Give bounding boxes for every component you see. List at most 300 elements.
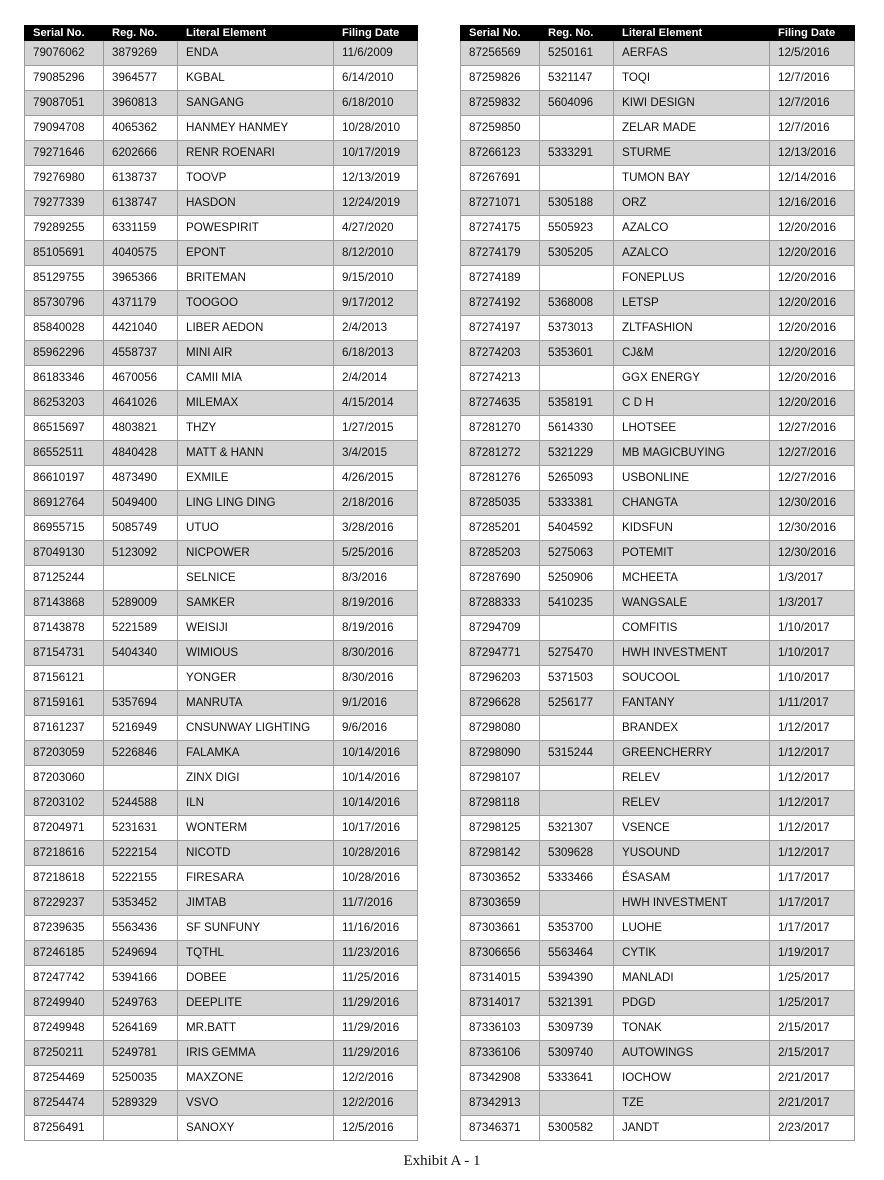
literal-element-cell: MANLADI (614, 966, 770, 991)
serial-no-cell: 79271646 (25, 141, 104, 166)
filing-date-cell: 12/13/2019 (334, 166, 418, 191)
serial-no-cell: 87298107 (461, 766, 540, 791)
literal-element-cell: WEISIJI (178, 616, 334, 641)
literal-element-cell: TOOGOO (178, 291, 334, 316)
table-row (25, 766, 418, 791)
serial-no-cell: 87287690 (461, 566, 540, 591)
serial-no-cell: 87298125 (461, 816, 540, 841)
table-header-row (461, 26, 855, 41)
literal-element-cell: WIMIOUS (178, 641, 334, 666)
filing-date-cell: 6/14/2010 (334, 66, 418, 91)
literal-element-cell: IOCHOW (614, 1066, 770, 1091)
reg-no-cell: 5256177 (540, 691, 614, 716)
literal-element-cell: FALAMKA (178, 741, 334, 766)
table-row (25, 566, 418, 591)
serial-no-cell: 87203059 (25, 741, 104, 766)
reg-no-cell: 4670056 (104, 366, 178, 391)
literal-element-cell: DOBEE (178, 966, 334, 991)
table-row (461, 766, 855, 791)
filing-date-cell: 12/24/2019 (334, 191, 418, 216)
serial-no-cell: 87229237 (25, 891, 104, 916)
reg-no-cell (540, 716, 614, 741)
literal-element-cell: ZINX DIGI (178, 766, 334, 791)
literal-element-cell: CJ&M (614, 341, 770, 366)
table-row (461, 1041, 855, 1066)
literal-element-cell: ZELAR MADE (614, 116, 770, 141)
literal-element-cell: MATT & HANN (178, 441, 334, 466)
filing-date-cell: 8/19/2016 (334, 591, 418, 616)
serial-no-cell: 87274189 (461, 266, 540, 291)
reg-no-cell: 5614330 (540, 416, 614, 441)
serial-no-cell: 87259826 (461, 66, 540, 91)
filing-date-cell: 12/20/2016 (770, 266, 855, 291)
literal-element-cell: ILN (178, 791, 334, 816)
filing-date-cell: 12/13/2016 (770, 141, 855, 166)
filing-date-cell: 8/12/2010 (334, 241, 418, 266)
table-row (461, 591, 855, 616)
reg-no-cell: 5404592 (540, 516, 614, 541)
literal-element-cell: SANOXY (178, 1116, 334, 1141)
serial-no-cell: 87239635 (25, 916, 104, 941)
table-row (25, 716, 418, 741)
reg-no-cell: 5368008 (540, 291, 614, 316)
literal-element-cell: YONGER (178, 666, 334, 691)
table-row (25, 241, 418, 266)
table-row (25, 841, 418, 866)
serial-no-cell: 87281272 (461, 441, 540, 466)
serial-no-cell: 87303652 (461, 866, 540, 891)
filing-date-cell: 10/28/2016 (334, 841, 418, 866)
filing-date-cell: 1/17/2017 (770, 891, 855, 916)
literal-element-cell: MINI AIR (178, 341, 334, 366)
serial-no-cell: 87281276 (461, 466, 540, 491)
reg-no-cell: 5250035 (104, 1066, 178, 1091)
reg-no-cell: 5357694 (104, 691, 178, 716)
serial-no-cell: 87314017 (461, 991, 540, 1016)
filing-date-cell: 10/17/2019 (334, 141, 418, 166)
literal-element-cell: GREENCHERRY (614, 741, 770, 766)
table-row (461, 616, 855, 641)
header-reg-no: Reg. No. (104, 26, 178, 41)
literal-element-cell: MB MAGICBUYING (614, 441, 770, 466)
reg-no-cell (540, 766, 614, 791)
reg-no-cell: 5275470 (540, 641, 614, 666)
literal-element-cell: NICPOWER (178, 541, 334, 566)
serial-no-cell: 87298080 (461, 716, 540, 741)
filing-date-cell: 12/20/2016 (770, 291, 855, 316)
filing-date-cell: 1/19/2017 (770, 941, 855, 966)
serial-no-cell: 87336103 (461, 1016, 540, 1041)
filing-date-cell: 2/15/2017 (770, 1016, 855, 1041)
literal-element-cell: ZLTFASHION (614, 316, 770, 341)
literal-element-cell: CNSUNWAY LIGHTING (178, 716, 334, 741)
reg-no-cell: 6138737 (104, 166, 178, 191)
reg-no-cell: 5333466 (540, 866, 614, 891)
serial-no-cell: 87274635 (461, 391, 540, 416)
filing-date-cell: 1/3/2017 (770, 591, 855, 616)
reg-no-cell: 5358191 (540, 391, 614, 416)
serial-no-cell: 87294771 (461, 641, 540, 666)
literal-element-cell: MILEMAX (178, 391, 334, 416)
filing-date-cell: 8/19/2016 (334, 616, 418, 641)
reg-no-cell (540, 1091, 614, 1116)
filing-date-cell: 4/27/2020 (334, 216, 418, 241)
filing-date-cell: 1/12/2017 (770, 766, 855, 791)
filing-date-cell: 6/18/2010 (334, 91, 418, 116)
header-reg-no: Reg. No. (540, 26, 614, 41)
reg-no-cell: 5289329 (104, 1091, 178, 1116)
serial-no-cell: 87296203 (461, 666, 540, 691)
filing-date-cell: 12/20/2016 (770, 316, 855, 341)
table-row (25, 816, 418, 841)
reg-no-cell (104, 766, 178, 791)
reg-no-cell: 5505923 (540, 216, 614, 241)
filing-date-cell: 12/20/2016 (770, 391, 855, 416)
literal-element-cell: RELEV (614, 791, 770, 816)
table-row (461, 691, 855, 716)
serial-no-cell: 79277339 (25, 191, 104, 216)
table-row (461, 716, 855, 741)
reg-no-cell: 5231631 (104, 816, 178, 841)
reg-no-cell (104, 566, 178, 591)
reg-no-cell: 6202666 (104, 141, 178, 166)
literal-element-cell: NICOTD (178, 841, 334, 866)
header-filing-date: Filing Date (770, 26, 855, 41)
table-row (25, 216, 418, 241)
literal-element-cell: WONTERM (178, 816, 334, 841)
table-row (25, 791, 418, 816)
table-row (25, 441, 418, 466)
reg-no-cell: 5123092 (104, 541, 178, 566)
serial-no-cell: 79094708 (25, 116, 104, 141)
reg-no-cell: 5410235 (540, 591, 614, 616)
serial-no-cell: 87303659 (461, 891, 540, 916)
table-row (461, 441, 855, 466)
serial-no-cell: 87281270 (461, 416, 540, 441)
literal-element-cell: AERFAS (614, 41, 770, 66)
literal-element-cell: MR.BATT (178, 1016, 334, 1041)
literal-element-cell: POTEMIT (614, 541, 770, 566)
reg-no-cell: 5305188 (540, 191, 614, 216)
reg-no-cell: 5373013 (540, 316, 614, 341)
table-row (25, 1066, 418, 1091)
serial-no-cell: 85840028 (25, 316, 104, 341)
header-serial-no: Serial No. (25, 26, 104, 41)
reg-no-cell: 5249694 (104, 941, 178, 966)
literal-element-cell: JIMTAB (178, 891, 334, 916)
filing-date-cell: 2/21/2017 (770, 1066, 855, 1091)
reg-no-cell: 6138747 (104, 191, 178, 216)
reg-no-cell: 4040575 (104, 241, 178, 266)
literal-element-cell: THZY (178, 416, 334, 441)
reg-no-cell: 5563436 (104, 916, 178, 941)
literal-element-cell: LETSP (614, 291, 770, 316)
table-row (461, 91, 855, 116)
literal-element-cell: FANTANY (614, 691, 770, 716)
reg-no-cell (540, 166, 614, 191)
serial-no-cell: 85962296 (25, 341, 104, 366)
serial-no-cell: 79085296 (25, 66, 104, 91)
reg-no-cell: 5222154 (104, 841, 178, 866)
literal-element-cell: EPONT (178, 241, 334, 266)
table-row (461, 141, 855, 166)
literal-element-cell: SELNICE (178, 566, 334, 591)
literal-element-cell: CHANGTA (614, 491, 770, 516)
literal-element-cell: STURME (614, 141, 770, 166)
serial-no-cell: 87203102 (25, 791, 104, 816)
filing-date-cell: 11/29/2016 (334, 1041, 418, 1066)
table-row (461, 341, 855, 366)
table-row (461, 391, 855, 416)
serial-no-cell: 87259850 (461, 116, 540, 141)
reg-no-cell: 5333381 (540, 491, 614, 516)
serial-no-cell: 87342913 (461, 1091, 540, 1116)
table-row (461, 466, 855, 491)
filing-date-cell: 2/15/2017 (770, 1041, 855, 1066)
filing-date-cell: 12/20/2016 (770, 341, 855, 366)
filing-date-cell: 11/23/2016 (334, 941, 418, 966)
table-row (461, 191, 855, 216)
filing-date-cell: 10/17/2016 (334, 816, 418, 841)
reg-no-cell: 5333641 (540, 1066, 614, 1091)
filing-date-cell: 2/23/2017 (770, 1116, 855, 1141)
reg-no-cell (540, 366, 614, 391)
serial-no-cell: 79076062 (25, 41, 104, 66)
filing-date-cell: 1/17/2017 (770, 916, 855, 941)
serial-no-cell: 85105691 (25, 241, 104, 266)
literal-element-cell: BRANDEX (614, 716, 770, 741)
filing-date-cell: 3/28/2016 (334, 516, 418, 541)
filing-date-cell: 10/14/2016 (334, 741, 418, 766)
literal-element-cell: C D H (614, 391, 770, 416)
table-row (461, 791, 855, 816)
reg-no-cell: 5321307 (540, 816, 614, 841)
reg-no-cell: 5394166 (104, 966, 178, 991)
filing-date-cell: 3/4/2015 (334, 441, 418, 466)
literal-element-cell: AZALCO (614, 216, 770, 241)
table-row (25, 366, 418, 391)
table-row (25, 416, 418, 441)
table-row (461, 916, 855, 941)
reg-no-cell: 5563464 (540, 941, 614, 966)
filing-date-cell: 6/18/2013 (334, 341, 418, 366)
table-row (461, 641, 855, 666)
serial-no-cell: 87285201 (461, 516, 540, 541)
serial-no-cell: 87342908 (461, 1066, 540, 1091)
table-row (461, 491, 855, 516)
reg-no-cell: 5264169 (104, 1016, 178, 1041)
filing-date-cell: 5/25/2016 (334, 541, 418, 566)
serial-no-cell: 87298090 (461, 741, 540, 766)
literal-element-cell: TQTHL (178, 941, 334, 966)
table-row (461, 216, 855, 241)
table-row (25, 1016, 418, 1041)
filing-date-cell: 8/30/2016 (334, 641, 418, 666)
serial-no-cell: 87266123 (461, 141, 540, 166)
reg-no-cell: 4371179 (104, 291, 178, 316)
serial-no-cell: 87296628 (461, 691, 540, 716)
reg-no-cell: 5321391 (540, 991, 614, 1016)
reg-no-cell: 4421040 (104, 316, 178, 341)
literal-element-cell: ORZ (614, 191, 770, 216)
filing-date-cell: 2/18/2016 (334, 491, 418, 516)
literal-element-cell: UTUO (178, 516, 334, 541)
serial-no-cell: 87254474 (25, 1091, 104, 1116)
filing-date-cell: 1/3/2017 (770, 566, 855, 591)
reg-no-cell (540, 116, 614, 141)
filing-date-cell: 11/6/2009 (334, 41, 418, 66)
filing-date-cell: 12/7/2016 (770, 66, 855, 91)
serial-no-cell: 87285203 (461, 541, 540, 566)
filing-date-cell: 9/15/2010 (334, 266, 418, 291)
literal-element-cell: MAXZONE (178, 1066, 334, 1091)
literal-element-cell: HASDON (178, 191, 334, 216)
reg-no-cell: 5371503 (540, 666, 614, 691)
filing-date-cell: 1/17/2017 (770, 866, 855, 891)
reg-no-cell: 3964577 (104, 66, 178, 91)
table-row (461, 516, 855, 541)
serial-no-cell: 87288333 (461, 591, 540, 616)
table-row (25, 1091, 418, 1116)
table-row (461, 1066, 855, 1091)
filing-date-cell: 12/7/2016 (770, 91, 855, 116)
filing-date-cell: 12/20/2016 (770, 241, 855, 266)
table-row (25, 966, 418, 991)
table-row (461, 116, 855, 141)
reg-no-cell (540, 616, 614, 641)
literal-element-cell: TZE (614, 1091, 770, 1116)
reg-no-cell (104, 666, 178, 691)
serial-no-cell: 87306656 (461, 941, 540, 966)
reg-no-cell: 5222155 (104, 866, 178, 891)
filing-date-cell: 8/3/2016 (334, 566, 418, 591)
filing-date-cell: 12/27/2016 (770, 416, 855, 441)
serial-no-cell: 87298118 (461, 791, 540, 816)
serial-no-cell: 87250211 (25, 1041, 104, 1066)
literal-element-cell: POWESPIRIT (178, 216, 334, 241)
table-row (461, 316, 855, 341)
table-row (25, 391, 418, 416)
literal-element-cell: HANMEY HANMEY (178, 116, 334, 141)
serial-no-cell: 87249948 (25, 1016, 104, 1041)
literal-element-cell: TOOVP (178, 166, 334, 191)
table-row (461, 1016, 855, 1041)
literal-element-cell: ENDA (178, 41, 334, 66)
literal-element-cell: HWH INVESTMENT (614, 641, 770, 666)
table-row (461, 241, 855, 266)
literal-element-cell: WANGSALE (614, 591, 770, 616)
reg-no-cell: 5250906 (540, 566, 614, 591)
table-row (25, 1116, 418, 1141)
table-row (25, 116, 418, 141)
serial-no-cell: 87274213 (461, 366, 540, 391)
reg-no-cell: 4641026 (104, 391, 178, 416)
literal-element-cell: IRIS GEMMA (178, 1041, 334, 1066)
serial-no-cell: 87274197 (461, 316, 540, 341)
filing-date-cell: 9/1/2016 (334, 691, 418, 716)
table-row (461, 166, 855, 191)
serial-no-cell: 87249940 (25, 991, 104, 1016)
filing-date-cell: 11/16/2016 (334, 916, 418, 941)
serial-no-cell: 87256491 (25, 1116, 104, 1141)
literal-element-cell: LIBER AEDON (178, 316, 334, 341)
literal-element-cell: LING LING DING (178, 491, 334, 516)
filing-date-cell: 1/27/2015 (334, 416, 418, 441)
filing-date-cell: 12/27/2016 (770, 441, 855, 466)
reg-no-cell: 4558737 (104, 341, 178, 366)
serial-no-cell: 87203060 (25, 766, 104, 791)
reg-no-cell: 5353700 (540, 916, 614, 941)
filing-date-cell: 12/16/2016 (770, 191, 855, 216)
serial-no-cell: 87143878 (25, 616, 104, 641)
table-row (25, 741, 418, 766)
serial-no-cell: 87156121 (25, 666, 104, 691)
literal-element-cell: AZALCO (614, 241, 770, 266)
reg-no-cell: 5309739 (540, 1016, 614, 1041)
table-row (461, 966, 855, 991)
reg-no-cell: 5249781 (104, 1041, 178, 1066)
reg-no-cell: 5249763 (104, 991, 178, 1016)
literal-element-cell: SAMKER (178, 591, 334, 616)
table-row (25, 491, 418, 516)
header-literal-element: Literal Element (614, 26, 770, 41)
literal-element-cell: VSENCE (614, 816, 770, 841)
reg-no-cell: 3965366 (104, 266, 178, 291)
filing-date-cell: 4/26/2015 (334, 466, 418, 491)
page-footer: Exhibit A - 1 (403, 1153, 481, 1169)
serial-no-cell: 86955715 (25, 516, 104, 541)
literal-element-cell: TONAK (614, 1016, 770, 1041)
table-row (25, 191, 418, 216)
serial-no-cell: 85730796 (25, 291, 104, 316)
table-row (461, 816, 855, 841)
serial-no-cell: 86610197 (25, 466, 104, 491)
serial-no-cell: 87336106 (461, 1041, 540, 1066)
filing-date-cell: 12/2/2016 (334, 1091, 418, 1116)
serial-no-cell: 79276980 (25, 166, 104, 191)
table-row (25, 341, 418, 366)
table-header-row (25, 26, 418, 41)
filing-date-cell: 12/20/2016 (770, 216, 855, 241)
filing-date-cell: 10/28/2010 (334, 116, 418, 141)
reg-no-cell (540, 891, 614, 916)
table-row (461, 291, 855, 316)
filing-date-cell: 12/5/2016 (334, 1116, 418, 1141)
table-row (461, 541, 855, 566)
reg-no-cell: 5226846 (104, 741, 178, 766)
literal-element-cell: BRITEMAN (178, 266, 334, 291)
reg-no-cell: 4803821 (104, 416, 178, 441)
reg-no-cell: 5353601 (540, 341, 614, 366)
filing-date-cell: 1/10/2017 (770, 616, 855, 641)
table-row (25, 666, 418, 691)
header-serial-no: Serial No. (461, 26, 540, 41)
table-row (25, 316, 418, 341)
serial-no-cell: 79087051 (25, 91, 104, 116)
filing-date-cell: 11/29/2016 (334, 991, 418, 1016)
literal-element-cell: AUTOWINGS (614, 1041, 770, 1066)
filing-date-cell: 4/15/2014 (334, 391, 418, 416)
reg-no-cell: 5321147 (540, 66, 614, 91)
reg-no-cell: 5250161 (540, 41, 614, 66)
table-row (25, 66, 418, 91)
serial-no-cell: 87274175 (461, 216, 540, 241)
table-row (461, 941, 855, 966)
reg-no-cell: 4873490 (104, 466, 178, 491)
filing-date-cell: 1/11/2017 (770, 691, 855, 716)
literal-element-cell: HWH INVESTMENT (614, 891, 770, 916)
trademark-table-left (24, 25, 418, 1141)
